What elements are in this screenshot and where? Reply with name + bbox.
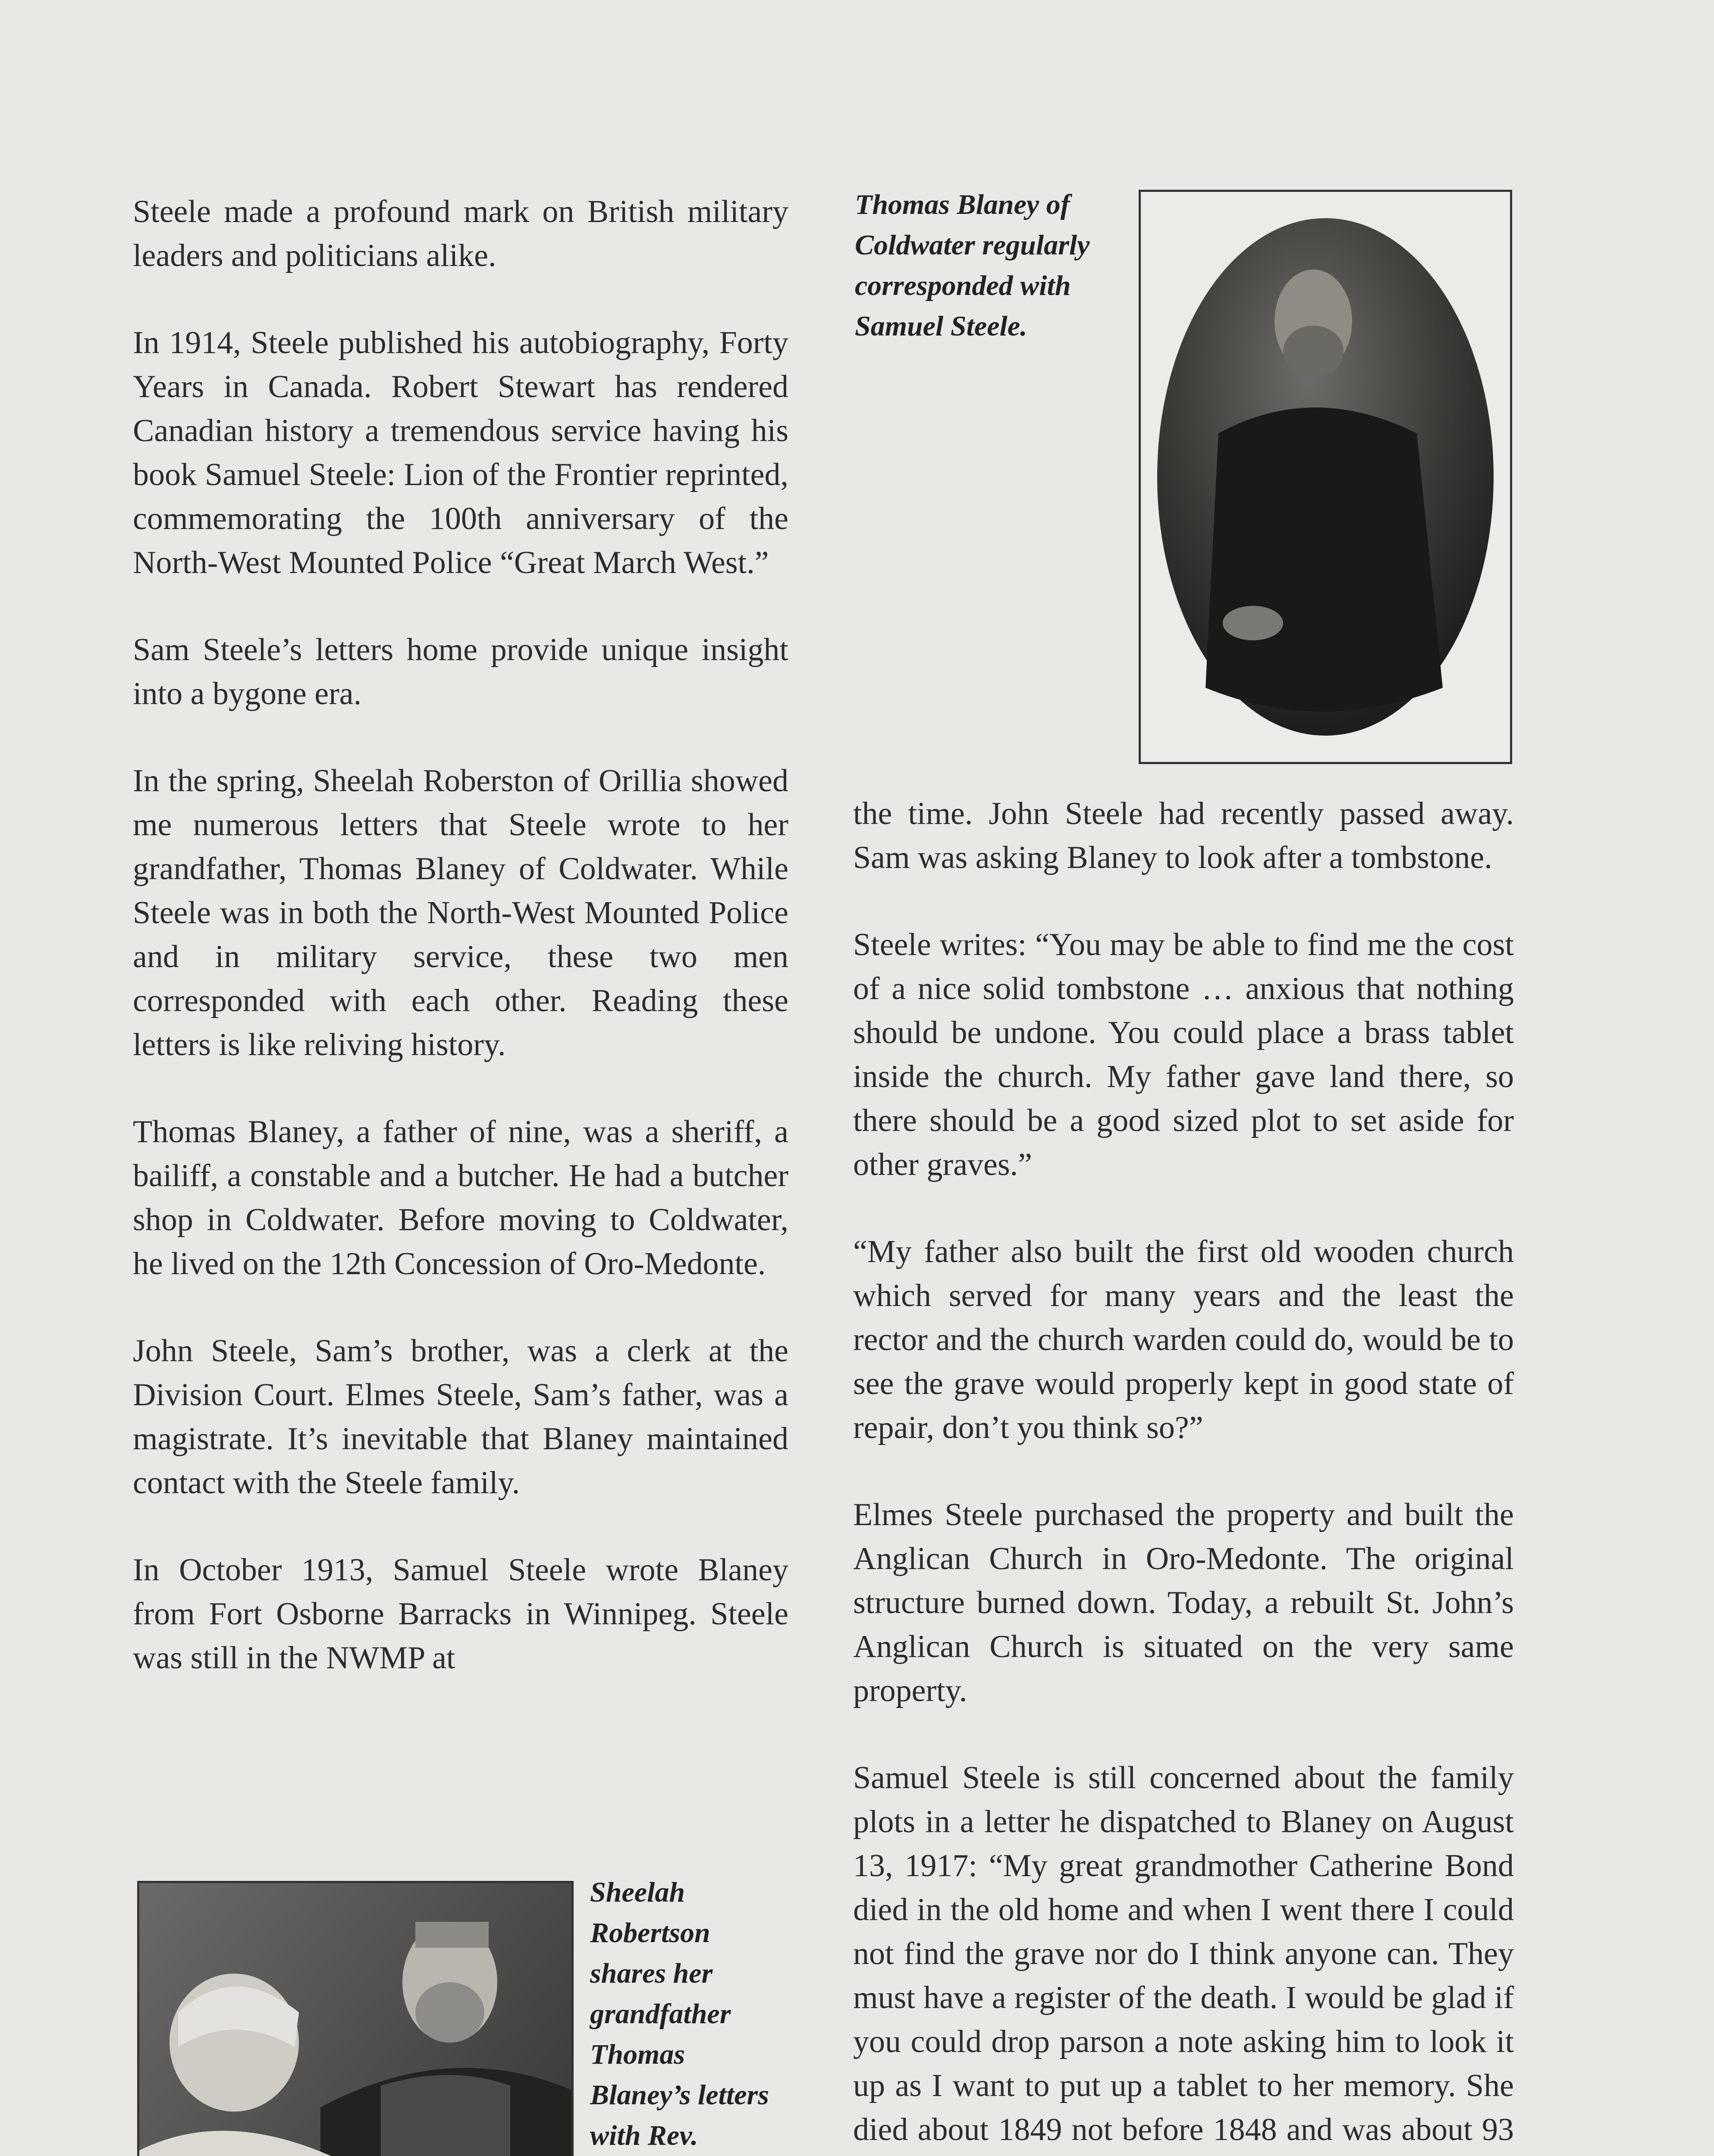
- paragraph: Steele made a profound mark on British military leaders and politicians alike.: [133, 194, 788, 273]
- paragraph: “My father also built the first old wooden church which served for many years and the least the rector and the church warden could do, would be to see the grave would properly kept in good state of repair, don’t you think so?”: [853, 1234, 1514, 1445]
- photo-caption-right: Thomas Blaney of Coldwater regularly corresponded with Samuel Steele.: [855, 189, 1090, 342]
- paragraph: In the spring, Sheelah Roberston of Orillia showed me numerous letters that Steele wrote to her grandfather, Thomas Blaney of Coldwater. While Steele was in both the North-West Mounted Police and in military service, these two men corresponded with each other. Reading these letters is like reliving history.: [133, 763, 788, 1062]
- paragraph: In October 1913, Samuel Steele wrote Blaney from Fort Osborne Barracks in Winnipeg. Steele was still in the NWMP at: [133, 1552, 788, 1676]
- left-column: [133, 190, 788, 1723]
- paragraph: John Steele, Sam’s brother, was a clerk at the Division Court. Elmes Steele, Sam’s father, was a magistrate. It’s inevitable that Blaney maintained contact with the Steele family.: [133, 1333, 788, 1501]
- paragraph: In 1914, Steele published his autobiography, Forty Years in Canada. Robert Stewart has rendered Canadian history a tremendous service having his book Samuel Steele: Lion of the Frontier reprinted, commemorating the 100th anniversary of the North-West Mounted Police “Great March West.”: [133, 325, 788, 580]
- paragraph: Samuel Steele is still concerned about the family plots in a letter he dispatched to Blaney on August 13, 1917: “My great grandmother Catherine Bond died in the old home and when I went there I could not find the grave nor do I think anyone can. They must have a register of the death. I would be glad if you could drop parson a note asking him to look it up as I want to put up a tablet to her memory. She died about 1849 not before 1848 and was about 93: [853, 1760, 1514, 2147]
- paragraph: the time. John Steele had recently passed away. Sam was asking Blaney to look after a tombstone.: [853, 796, 1514, 875]
- photo-thomas-blaney: [1139, 190, 1512, 764]
- right-column: [853, 792, 1514, 2156]
- paragraph: Elmes Steele purchased the property and built the Anglican Church in Oro-Medonte. The original structure burned down. Today, a rebuilt St. John’s Anglican Church is situated on the very same property.: [853, 1497, 1514, 1708]
- photo-sheelah-gerry: [137, 1881, 574, 2156]
- paragraph: Sam Steele’s letters home provide unique insight into a bygone era.: [133, 632, 788, 711]
- paragraph: Thomas Blaney, a father of nine, was a sheriff, a bailiff, a constable and a butcher. He had a butcher shop in Coldwater. Before moving to Coldwater, he lived on the 12th Concession of Oro-Medonte.: [133, 1114, 788, 1282]
- photo-caption-left: Sheelah Robertson shares her grandfather Thomas Blaney’s letters with Rev.: [590, 1877, 769, 2151]
- paragraph: Steele writes: “You may be able to find me the cost of a nice solid tombstone … anxious that nothing should be undone. You could place a brass tablet inside the church. My father gave land there, so there should be a good sized plot to set aside for other graves.”: [853, 927, 1514, 1182]
- photo-image: [139, 1883, 571, 2156]
- portrait-image: [1141, 192, 1510, 762]
